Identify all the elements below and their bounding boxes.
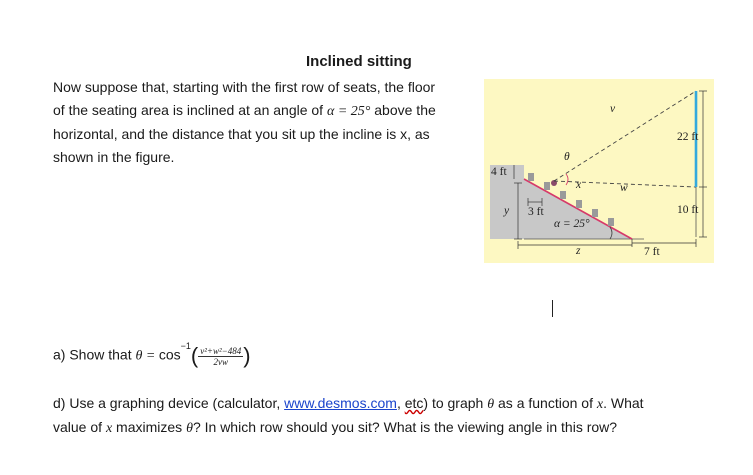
desmos-link[interactable]: www.desmos.com: [284, 395, 397, 411]
intro-line-4: shown in the figure.: [53, 148, 175, 165]
part-d-line-1: d) Use a graphing device (calculator, www.desmos.com, etc) to graph θ as a function of x. What: [53, 395, 644, 412]
label-y: y: [504, 205, 510, 217]
spellcheck-word: etc: [404, 395, 424, 411]
intro-line-2: of the seating area is inclined at an angle of α = 25° above the: [53, 101, 436, 119]
intro-paragraph: [53, 76, 473, 168]
inclined-seating-figure: [484, 79, 714, 263]
label-x: x: [576, 179, 582, 191]
label-v: v: [610, 103, 616, 115]
label-theta: θ: [564, 151, 570, 163]
part-d: [53, 392, 733, 440]
label-22ft: 22 ft: [677, 131, 699, 143]
alpha-expression: α = 25°: [326, 103, 371, 119]
text-cursor: [552, 300, 553, 317]
part-a: a) Show that $\theta = \cos^{-1}$( $\frac{\text{v²+w²−484}}{2vw}$ ): [53, 341, 251, 368]
label-4ft: 4 ft: [491, 166, 507, 178]
intro-line-3: horizontal, and the distance that you sit up the incline is x, as: [53, 126, 430, 142]
part-d-line-2: value of x maximizes θ? In which row should you sit? What is the viewing angle in this row?: [53, 419, 618, 436]
label-10ft: 10 ft: [677, 204, 699, 216]
page-title: Inclined sitting: [306, 53, 412, 70]
fraction: $\frac{\text{v²+w²−484}}{2vw}$: [200, 345, 242, 367]
label-w: w: [620, 182, 628, 194]
sight-line-top: [554, 91, 699, 181]
label-7ft: 7 ft: [644, 246, 660, 258]
label-z: z: [576, 245, 581, 257]
intro-line-1: Now suppose that, starting with the first row of seats, the floor: [53, 79, 436, 95]
label-3ft: 3 ft: [528, 206, 544, 218]
theta-arc: [566, 174, 568, 185]
label-alpha: α = 25°: [554, 218, 590, 230]
